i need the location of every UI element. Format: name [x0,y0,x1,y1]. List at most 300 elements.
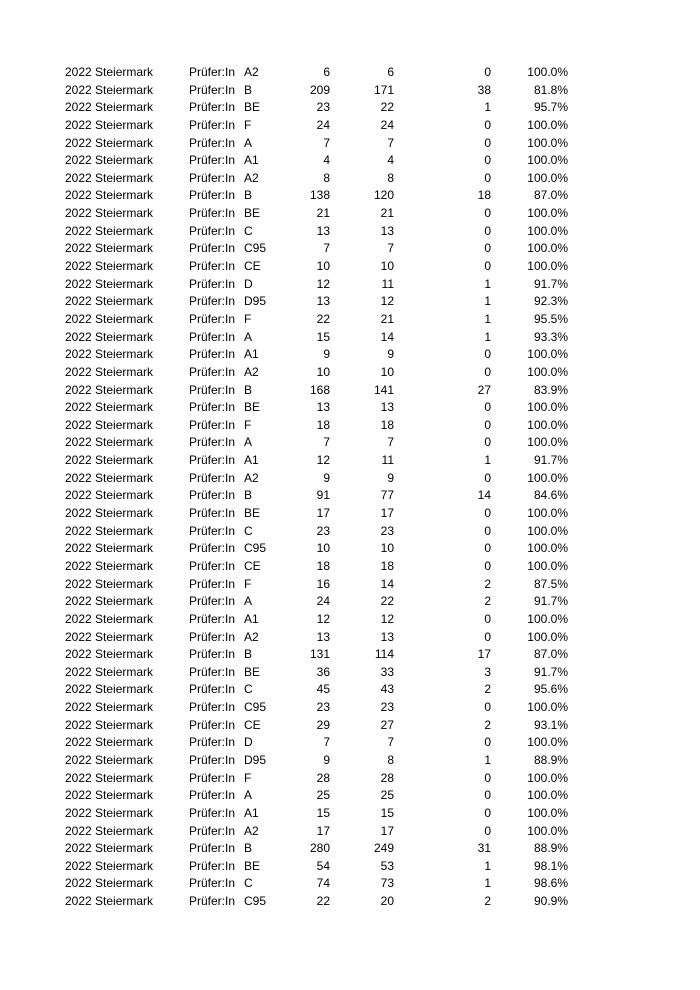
role-cell: Prüfer:In [189,858,236,873]
passed-count-cell: 12 [380,611,394,626]
license-class-cell: B [244,647,253,662]
failed-count-cell: 1 [484,100,491,115]
table-row [0,187,700,205]
table-row [0,399,700,417]
region-cell: 2022 Steiermark [65,135,154,150]
license-class-cell: A2 [244,65,259,79]
passed-count-cell: 24 [380,117,394,132]
failed-count-cell: 27 [477,382,491,397]
passed-count-cell: 14 [380,576,394,591]
total-count-cell: 24 [316,594,330,609]
passed-count-cell: 13 [380,400,394,415]
pass-rate-cell: 87.5% [533,576,568,591]
total-count-cell: 12 [316,276,330,291]
role-cell: Prüfer:In [189,311,236,326]
license-class-cell: C95 [244,700,267,715]
table-row [0,893,700,911]
pass-rate-cell: 98.6% [533,876,568,891]
role-cell: Prüfer:In [189,876,236,891]
total-count-cell: 13 [316,223,330,238]
pass-rate-cell: 100.0% [527,506,568,521]
passed-count-cell: 73 [380,876,394,891]
failed-count-cell: 14 [477,488,491,503]
role-cell: Prüfer:In [189,329,236,344]
failed-count-cell: 0 [484,117,491,132]
role-cell: Prüfer:In [189,558,236,573]
failed-count-cell: 1 [484,329,491,344]
total-count-cell: 13 [316,629,330,644]
license-class-cell: A [244,135,253,150]
region-cell: 2022 Steiermark [65,805,154,820]
license-class-cell: F [244,311,252,326]
role-cell: Prüfer:In [189,629,236,644]
failed-count-cell: 1 [484,276,491,291]
region-cell: 2022 Steiermark [65,170,154,185]
pass-rate-cell: 100.0% [527,770,568,785]
license-class-cell: C [244,876,253,891]
region-cell: 2022 Steiermark [65,700,154,715]
failed-count-cell: 2 [484,682,491,697]
region-cell: 2022 Steiermark [65,470,154,485]
pass-rate-cell: 87.0% [533,188,568,203]
region-cell: 2022 Steiermark [65,206,154,221]
table-row [0,293,700,311]
role-cell: Prüfer:In [189,470,236,485]
pass-rate-cell: 100.0% [527,223,568,238]
passed-count-cell: 43 [380,682,394,697]
table-row [0,470,700,488]
region-cell: 2022 Steiermark [65,488,154,503]
role-cell: Prüfer:In [189,506,236,521]
failed-count-cell: 0 [484,153,491,168]
role-cell: Prüfer:In [189,488,236,503]
total-count-cell: 22 [316,894,330,909]
table-row [0,717,700,735]
failed-count-cell: 0 [484,805,491,820]
failed-count-cell: 1 [484,752,491,767]
passed-count-cell: 18 [380,558,394,573]
license-class-cell: C [244,682,253,697]
passed-count-cell: 4 [387,153,394,168]
total-count-cell: 25 [316,788,330,803]
table-row [0,646,700,664]
role-cell: Prüfer:In [189,206,236,221]
pass-rate-cell: 100.0% [527,558,568,573]
license-class-cell: A1 [244,347,259,362]
region-cell: 2022 Steiermark [65,841,154,856]
table-row [0,540,700,558]
region-cell: 2022 Steiermark [65,735,154,750]
table-row [0,593,700,611]
passed-count-cell: 20 [380,894,394,909]
total-count-cell: 10 [316,259,330,274]
role-cell: Prüfer:In [189,435,236,450]
region-cell: 2022 Steiermark [65,364,154,379]
region-cell: 2022 Steiermark [65,82,154,97]
role-cell: Prüfer:In [189,576,236,591]
role-cell: Prüfer:In [189,647,236,662]
pass-rate-cell: 95.7% [533,100,568,115]
table-row [0,487,700,505]
total-count-cell: 18 [316,558,330,573]
passed-count-cell: 28 [380,770,394,785]
total-count-cell: 13 [316,294,330,309]
passed-count-cell: 8 [387,170,394,185]
failed-count-cell: 0 [484,417,491,432]
region-cell: 2022 Steiermark [65,329,154,344]
license-class-cell: CE [244,717,261,732]
passed-count-cell: 9 [387,347,394,362]
role-cell: Prüfer:In [189,717,236,732]
failed-count-cell: 0 [484,206,491,221]
region-cell: 2022 Steiermark [65,594,154,609]
total-count-cell: 23 [316,700,330,715]
role-cell: Prüfer:In [189,735,236,750]
license-class-cell: A1 [244,153,259,168]
pass-rate-cell: 98.1% [533,858,568,873]
total-count-cell: 9 [323,470,330,485]
table-row [0,805,700,823]
license-class-cell: C [244,223,253,238]
passed-count-cell: 249 [373,841,394,856]
failed-count-cell: 0 [484,629,491,644]
license-class-cell: B [244,841,253,856]
table-row [0,364,700,382]
table-row [0,681,700,699]
region-cell: 2022 Steiermark [65,894,154,909]
passed-count-cell: 23 [380,700,394,715]
role-cell: Prüfer:In [189,276,236,291]
region-cell: 2022 Steiermark [65,523,154,538]
license-class-cell: C95 [244,894,267,909]
table-row [0,452,700,470]
license-class-cell: C95 [244,241,267,256]
pass-rate-cell: 90.9% [533,894,568,909]
passed-count-cell: 21 [380,206,394,221]
region-cell: 2022 Steiermark [65,770,154,785]
license-class-cell: A1 [244,805,259,820]
passed-count-cell: 23 [380,523,394,538]
pass-rate-cell: 100.0% [527,700,568,715]
role-cell: Prüfer:In [189,82,236,97]
role-cell: Prüfer:In [189,453,236,468]
data-table [0,64,700,911]
passed-count-cell: 12 [380,294,394,309]
table-row [0,170,700,188]
region-cell: 2022 Steiermark [65,752,154,767]
region-cell: 2022 Steiermark [65,153,154,168]
passed-count-cell: 10 [380,259,394,274]
table-row [0,875,700,893]
role-cell: Prüfer:In [189,223,236,238]
table-row [0,434,700,452]
table-row [0,699,700,717]
region-cell: 2022 Steiermark [65,382,154,397]
total-count-cell: 7 [323,435,330,450]
table-row [0,629,700,647]
failed-count-cell: 0 [484,364,491,379]
passed-count-cell: 15 [380,805,394,820]
failed-count-cell: 0 [484,223,491,238]
pass-rate-cell: 81.8% [533,82,568,97]
passed-count-cell: 77 [380,488,394,503]
license-class-cell: D95 [244,294,267,309]
passed-count-cell: 53 [380,858,394,873]
total-count-cell: 36 [316,664,330,679]
role-cell: Prüfer:In [189,364,236,379]
license-class-cell: C95 [244,541,267,556]
table-row [0,840,700,858]
total-count-cell: 91 [316,488,330,503]
role-cell: Prüfer:In [189,100,236,115]
role-cell: Prüfer:In [189,117,236,132]
total-count-cell: 23 [316,100,330,115]
table-row [0,223,700,241]
pass-rate-cell: 100.0% [527,788,568,803]
pass-rate-cell: 100.0% [527,611,568,626]
license-class-cell: BE [244,100,261,115]
passed-count-cell: 13 [380,223,394,238]
table-row [0,258,700,276]
passed-count-cell: 9 [387,470,394,485]
total-count-cell: 15 [316,329,330,344]
region-cell: 2022 Steiermark [65,858,154,873]
region-cell: 2022 Steiermark [65,788,154,803]
failed-count-cell: 31 [477,841,491,856]
pass-rate-cell: 100.0% [527,364,568,379]
role-cell: Prüfer:In [189,752,236,767]
total-count-cell: 24 [316,117,330,132]
pass-rate-cell: 100.0% [527,400,568,415]
license-class-cell: CE [244,259,261,274]
table-row [0,346,700,364]
table-row [0,82,700,100]
total-count-cell: 7 [323,135,330,150]
license-class-cell: BE [244,206,261,221]
failed-count-cell: 0 [484,135,491,150]
pass-rate-cell: 100.0% [527,206,568,221]
failed-count-cell: 38 [477,82,491,97]
table-row [0,734,700,752]
table-row [0,152,700,170]
license-class-cell: BE [244,506,261,521]
total-count-cell: 22 [316,311,330,326]
role-cell: Prüfer:In [189,523,236,538]
license-class-cell: D [244,735,253,750]
role-cell: Prüfer:In [189,823,236,838]
role-cell: Prüfer:In [189,170,236,185]
table-row [0,787,700,805]
pass-rate-cell: 93.3% [533,329,568,344]
pass-rate-cell: 100.0% [527,259,568,274]
license-class-cell: A [244,435,253,450]
pass-rate-cell: 100.0% [527,153,568,168]
table-row [0,329,700,347]
total-count-cell: 9 [323,752,330,767]
pass-rate-cell: 100.0% [527,735,568,750]
passed-count-cell: 22 [380,594,394,609]
role-cell: Prüfer:In [189,664,236,679]
table-row [0,558,700,576]
license-class-cell: B [244,82,253,97]
region-cell: 2022 Steiermark [65,717,154,732]
license-class-cell: B [244,188,253,203]
license-class-cell: A2 [244,364,259,379]
role-cell: Prüfer:In [189,294,236,309]
region-cell: 2022 Steiermark [65,558,154,573]
total-count-cell: 7 [323,735,330,750]
total-count-cell: 10 [316,364,330,379]
total-count-cell: 168 [309,382,330,397]
role-cell: Prüfer:In [189,400,236,415]
role-cell: Prüfer:In [189,682,236,697]
region-cell: 2022 Steiermark [65,506,154,521]
region-cell: 2022 Steiermark [65,400,154,415]
role-cell: Prüfer:In [189,770,236,785]
region-cell: 2022 Steiermark [65,241,154,256]
failed-count-cell: 1 [484,453,491,468]
total-count-cell: 23 [316,523,330,538]
pass-rate-cell: 91.7% [533,594,568,609]
failed-count-cell: 0 [484,400,491,415]
passed-count-cell: 13 [380,629,394,644]
region-cell: 2022 Steiermark [65,435,154,450]
table-row [0,117,700,135]
failed-count-cell: 17 [477,647,491,662]
table-row [0,752,700,770]
total-count-cell: 8 [323,170,330,185]
failed-count-cell: 0 [484,770,491,785]
failed-count-cell: 0 [484,788,491,803]
table-row [0,205,700,223]
pass-rate-cell: 100.0% [527,805,568,820]
failed-count-cell: 1 [484,858,491,873]
license-class-cell: A2 [244,823,259,838]
role-cell: Prüfer:In [189,135,236,150]
passed-count-cell: 17 [380,506,394,521]
role-cell: Prüfer:In [189,153,236,168]
table-row [0,858,700,876]
failed-count-cell: 1 [484,294,491,309]
license-class-cell: A2 [244,170,259,185]
table-row [0,135,700,153]
failed-count-cell: 0 [484,506,491,521]
failed-count-cell: 0 [484,541,491,556]
failed-count-cell: 0 [484,170,491,185]
total-count-cell: 6 [323,65,330,79]
pass-rate-cell: 100.0% [527,629,568,644]
passed-count-cell: 18 [380,417,394,432]
failed-count-cell: 18 [477,188,491,203]
table-row [0,611,700,629]
total-count-cell: 16 [316,576,330,591]
license-class-cell: D95 [244,752,267,767]
pass-rate-cell: 95.6% [533,682,568,697]
region-cell: 2022 Steiermark [65,682,154,697]
total-count-cell: 280 [309,841,330,856]
role-cell: Prüfer:In [189,259,236,274]
passed-count-cell: 14 [380,329,394,344]
region-cell: 2022 Steiermark [65,259,154,274]
passed-count-cell: 7 [387,735,394,750]
role-cell: Prüfer:In [189,382,236,397]
license-class-cell: CE [244,558,261,573]
pass-rate-cell: 92.3% [533,294,568,309]
pass-rate-cell: 84.6% [533,488,568,503]
failed-count-cell: 0 [484,470,491,485]
region-cell: 2022 Steiermark [65,629,154,644]
role-cell: Prüfer:In [189,347,236,362]
table-row [0,823,700,841]
pass-rate-cell: 91.7% [533,453,568,468]
license-class-cell: D [244,276,253,291]
role-cell: Prüfer:In [189,594,236,609]
failed-count-cell: 0 [484,65,491,79]
passed-count-cell: 8 [387,752,394,767]
passed-count-cell: 114 [374,647,394,662]
license-class-cell: A2 [244,629,259,644]
role-cell: Prüfer:In [189,65,236,79]
total-count-cell: 17 [316,506,330,521]
pass-rate-cell: 100.0% [527,117,568,132]
total-count-cell: 17 [316,823,330,838]
pass-rate-cell: 91.7% [533,276,568,291]
failed-count-cell: 0 [484,241,491,256]
license-class-cell: A [244,788,253,803]
license-class-cell: A1 [244,453,259,468]
total-count-cell: 29 [316,717,330,732]
region-cell: 2022 Steiermark [65,276,154,291]
region-cell: 2022 Steiermark [65,541,154,556]
total-count-cell: 138 [309,188,330,203]
role-cell: Prüfer:In [189,788,236,803]
table-row [0,576,700,594]
license-class-cell: A [244,594,253,609]
region-cell: 2022 Steiermark [65,876,154,891]
total-count-cell: 13 [316,400,330,415]
total-count-cell: 21 [316,206,330,221]
pass-rate-cell: 100.0% [527,135,568,150]
region-cell: 2022 Steiermark [65,100,154,115]
passed-count-cell: 25 [380,788,394,803]
pass-rate-cell: 100.0% [527,823,568,838]
table-row [0,276,700,294]
table-row [0,99,700,117]
license-class-cell: B [244,382,253,397]
total-count-cell: 28 [316,770,330,785]
failed-count-cell: 2 [484,894,491,909]
region-cell: 2022 Steiermark [65,647,154,662]
license-class-cell: F [244,576,252,591]
failed-count-cell: 2 [484,717,491,732]
passed-count-cell: 6 [387,65,394,79]
total-count-cell: 74 [316,876,330,891]
pass-rate-cell: 88.9% [533,752,568,767]
pass-rate-cell: 100.0% [527,241,568,256]
license-class-cell: A2 [244,470,259,485]
license-class-cell: F [244,117,252,132]
license-class-cell: A1 [244,611,259,626]
total-count-cell: 10 [316,541,330,556]
region-cell: 2022 Steiermark [65,347,154,362]
passed-count-cell: 141 [373,382,394,397]
region-cell: 2022 Steiermark [65,576,154,591]
pass-rate-cell: 100.0% [527,541,568,556]
role-cell: Prüfer:In [189,417,236,432]
total-count-cell: 18 [316,417,330,432]
role-cell: Prüfer:In [189,188,236,203]
pass-rate-cell: 93.1% [533,717,568,732]
